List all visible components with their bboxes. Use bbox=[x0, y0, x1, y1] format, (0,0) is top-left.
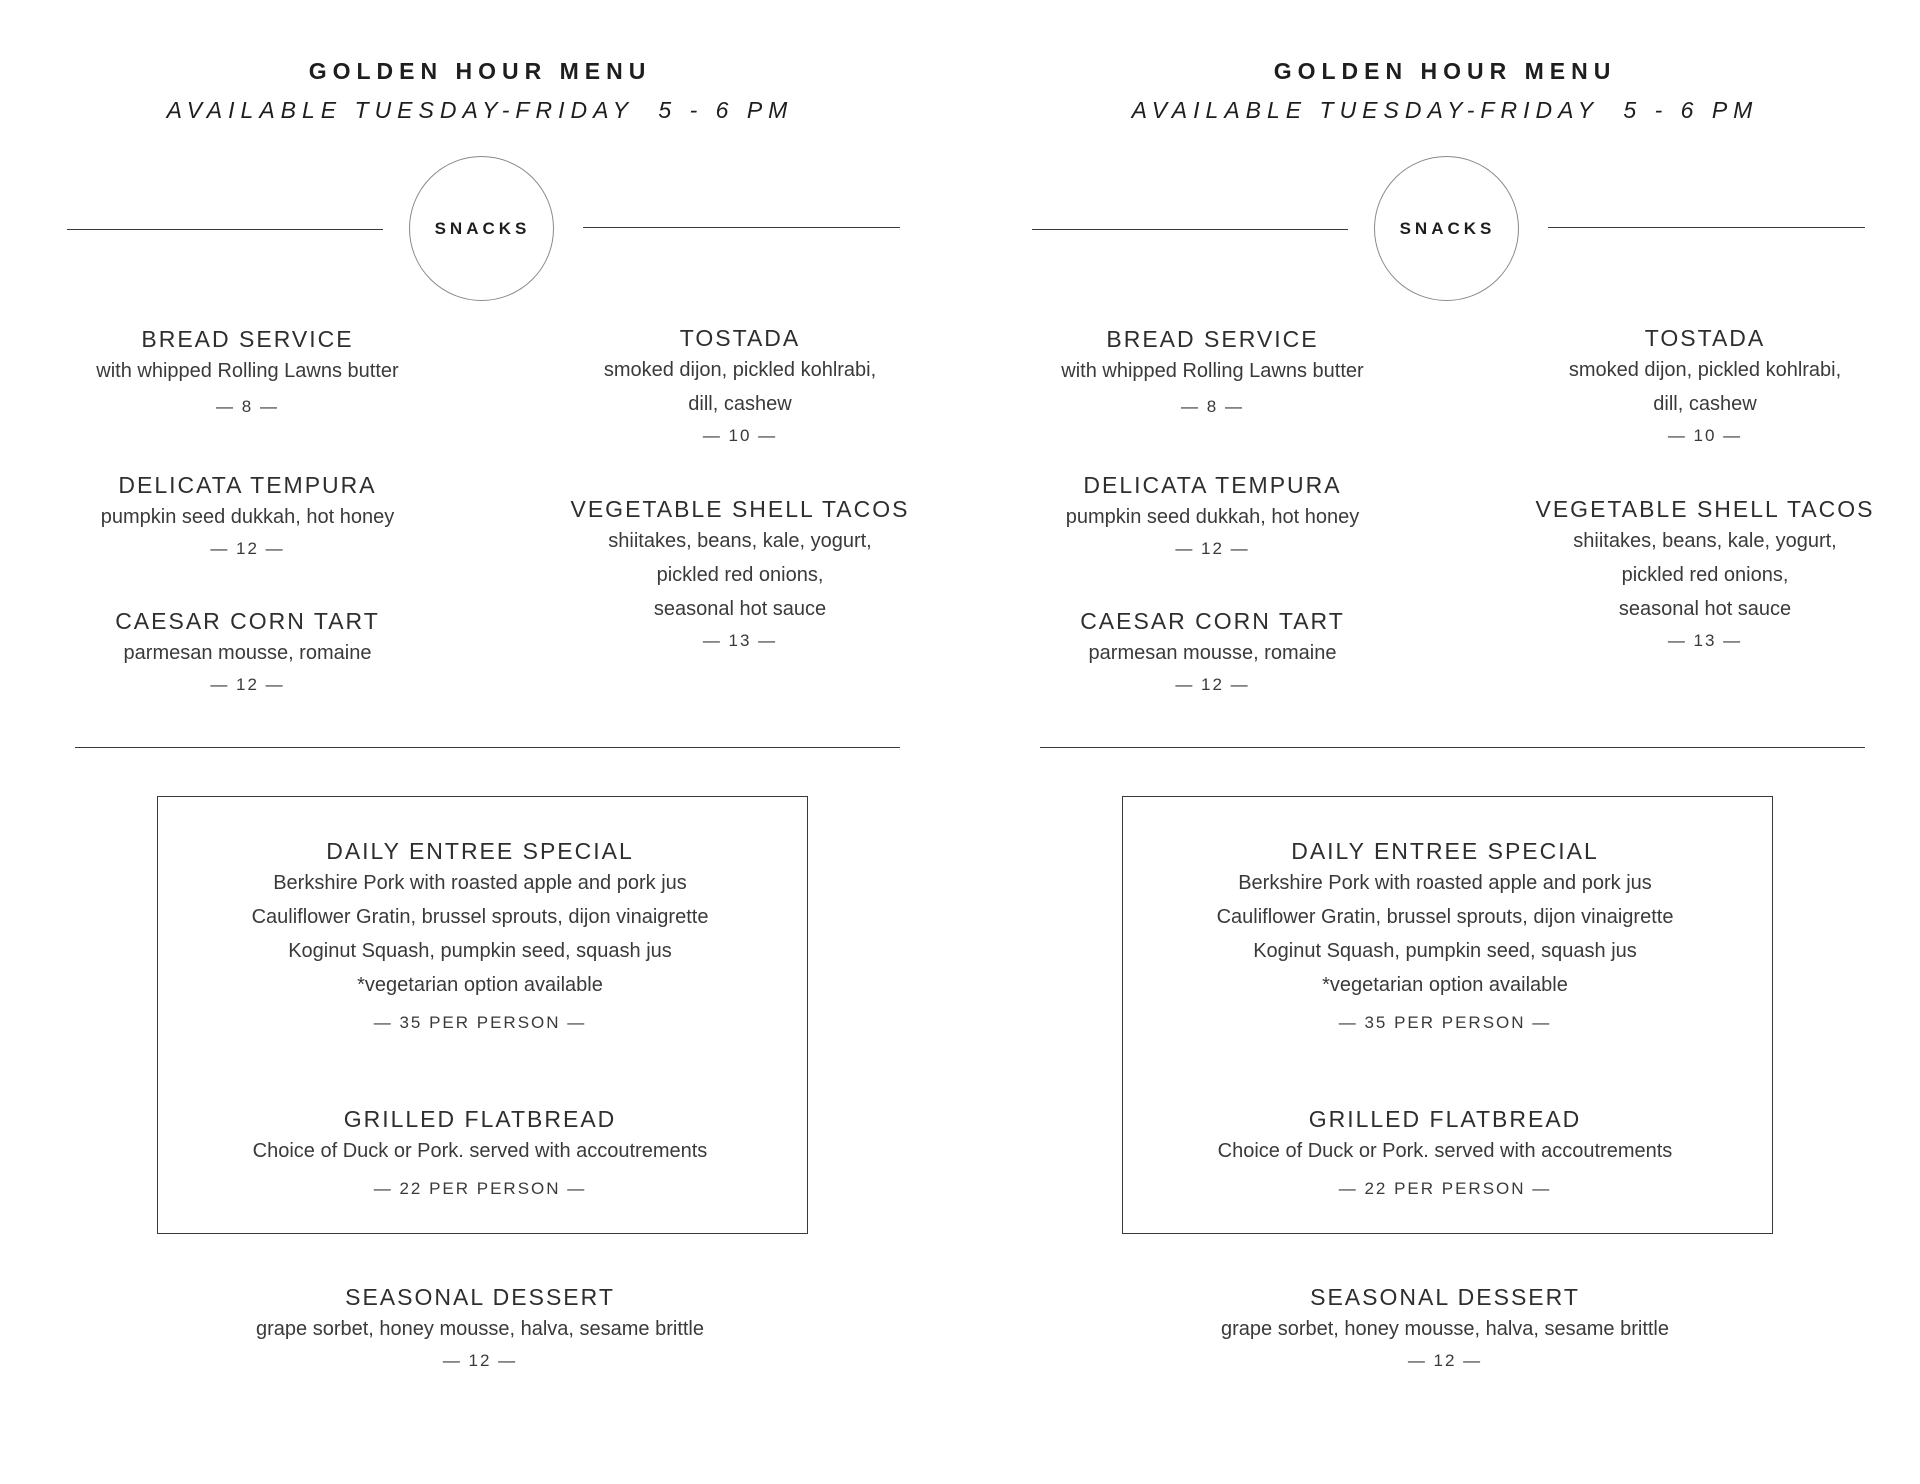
item-description: with whipped Rolling Lawns butter bbox=[1061, 360, 1364, 382]
item-description: Choice of Duck or Pork. served with accoutrements bbox=[1217, 1140, 1673, 1162]
menu-item-vegetable-shell-tacos bbox=[1490, 494, 1920, 656]
item-name: SEASONAL DESSERT bbox=[345, 1284, 615, 1310]
item-description: shiitakes, beans, kale, yogurt, pickled red onions, seasonal hot sauce bbox=[1573, 530, 1837, 620]
item-price: — 12 — bbox=[210, 539, 285, 558]
item-name: TOSTADA bbox=[1644, 325, 1766, 351]
item-price: — 8 — bbox=[1181, 397, 1244, 416]
item-name: VEGETABLE SHELL TACOS bbox=[570, 496, 910, 522]
item-name: GRILLED FLATBREAD bbox=[343, 1106, 617, 1132]
menu-item-bread-service bbox=[1005, 324, 1420, 422]
item-description: smoked dijon, pickled kohlrabi, dill, cashew bbox=[603, 359, 877, 415]
item-name: VEGETABLE SHELL TACOS bbox=[1535, 496, 1875, 522]
menu-item-bread-service bbox=[40, 324, 455, 422]
item-name: DELICATA TEMPURA bbox=[1083, 472, 1342, 498]
item-price: — 12 — bbox=[1175, 539, 1250, 558]
item-price: — 22 PER PERSON — bbox=[1338, 1179, 1552, 1198]
snacks-divider-left bbox=[1032, 229, 1348, 230]
item-price: — 8 — bbox=[216, 397, 279, 416]
menu-subtitle: AVAILABLE TUESDAY-FRIDAY 5 - 6 PM bbox=[1131, 97, 1759, 123]
menu-item-tostada bbox=[525, 323, 955, 451]
snacks-section-badge bbox=[1374, 156, 1519, 301]
item-description: parmesan mousse, romaine bbox=[1088, 642, 1337, 664]
item-description: Berkshire Pork with roasted apple and pork jus Cauliflower Gratin, brussel sprouts, dijon vinaigrette Koginut Squash, pumpkin seed, squash jus *vegetarian option available bbox=[251, 872, 709, 996]
item-description: Choice of Duck or Pork. served with accoutrements bbox=[252, 1140, 708, 1162]
item-price: — 35 PER PERSON — bbox=[373, 1013, 587, 1032]
item-description: with whipped Rolling Lawns butter bbox=[96, 360, 399, 382]
item-name: BREAD SERVICE bbox=[1106, 326, 1319, 352]
menu-item-grilled-flatbread bbox=[0, 1104, 960, 1204]
menu-item-delicata-tempura bbox=[40, 470, 455, 564]
item-description: smoked dijon, pickled kohlrabi, dill, cashew bbox=[1568, 359, 1842, 415]
item-price: — 12 — bbox=[1175, 675, 1250, 694]
menu-panel-right bbox=[965, 0, 1920, 1484]
item-name: CAESAR CORN TART bbox=[115, 608, 380, 634]
item-name: DAILY ENTREE SPECIAL bbox=[326, 838, 634, 864]
item-description: pumpkin seed dukkah, hot honey bbox=[1065, 506, 1360, 528]
item-price: — 13 — bbox=[702, 631, 778, 650]
menu-item-vegetable-shell-tacos bbox=[525, 494, 955, 656]
snacks-section-badge bbox=[409, 156, 554, 301]
item-description: shiitakes, beans, kale, yogurt, pickled red onions, seasonal hot sauce bbox=[608, 530, 872, 620]
snacks-divider-right bbox=[583, 227, 900, 228]
item-price: — 10 — bbox=[702, 426, 778, 445]
menu-title: GOLDEN HOUR MENU bbox=[308, 58, 652, 84]
item-price: — 12 — bbox=[442, 1351, 518, 1370]
item-price: — 35 PER PERSON — bbox=[1338, 1013, 1552, 1032]
item-price: — 22 PER PERSON — bbox=[373, 1179, 587, 1198]
item-description: grape sorbet, honey mousse, halva, sesame brittle bbox=[255, 1318, 705, 1340]
item-name: DAILY ENTREE SPECIAL bbox=[1291, 838, 1599, 864]
item-name: SEASONAL DESSERT bbox=[1310, 1284, 1580, 1310]
item-price: — 10 — bbox=[1667, 426, 1743, 445]
section-divider bbox=[1040, 747, 1865, 748]
item-description: parmesan mousse, romaine bbox=[123, 642, 372, 664]
menu-subtitle: AVAILABLE TUESDAY-FRIDAY 5 - 6 PM bbox=[166, 97, 794, 123]
item-name: BREAD SERVICE bbox=[141, 326, 354, 352]
menu-item-caesar-corn-tart bbox=[1005, 606, 1420, 700]
item-name: TOSTADA bbox=[679, 325, 801, 351]
snacks-section-label: SNACKS bbox=[434, 219, 531, 238]
snacks-section-label: SNACKS bbox=[1399, 219, 1496, 238]
item-description: grape sorbet, honey mousse, halva, sesame brittle bbox=[1220, 1318, 1670, 1340]
item-name: GRILLED FLATBREAD bbox=[1308, 1106, 1582, 1132]
section-divider bbox=[75, 747, 900, 748]
menu-item-seasonal-dessert bbox=[965, 1282, 1920, 1376]
item-description: Berkshire Pork with roasted apple and pork jus Cauliflower Gratin, brussel sprouts, dijon vinaigrette Koginut Squash, pumpkin seed, squash jus *vegetarian option available bbox=[1216, 872, 1674, 996]
snacks-divider-right bbox=[1548, 227, 1865, 228]
menu-title: GOLDEN HOUR MENU bbox=[1273, 58, 1617, 84]
menu-item-caesar-corn-tart bbox=[40, 606, 455, 700]
item-name: CAESAR CORN TART bbox=[1080, 608, 1345, 634]
menu-item-daily-entree-special bbox=[965, 836, 1920, 1038]
snacks-divider-left bbox=[67, 229, 383, 230]
item-name: DELICATA TEMPURA bbox=[118, 472, 377, 498]
menu-item-seasonal-dessert bbox=[0, 1282, 960, 1376]
item-price: — 12 — bbox=[210, 675, 285, 694]
menu-item-daily-entree-special bbox=[0, 836, 960, 1038]
menu-item-delicata-tempura bbox=[1005, 470, 1420, 564]
item-description: pumpkin seed dukkah, hot honey bbox=[100, 506, 395, 528]
item-price: — 12 — bbox=[1407, 1351, 1483, 1370]
item-price: — 13 — bbox=[1667, 631, 1743, 650]
menu-item-tostada bbox=[1490, 323, 1920, 451]
menu-item-grilled-flatbread bbox=[965, 1104, 1920, 1204]
